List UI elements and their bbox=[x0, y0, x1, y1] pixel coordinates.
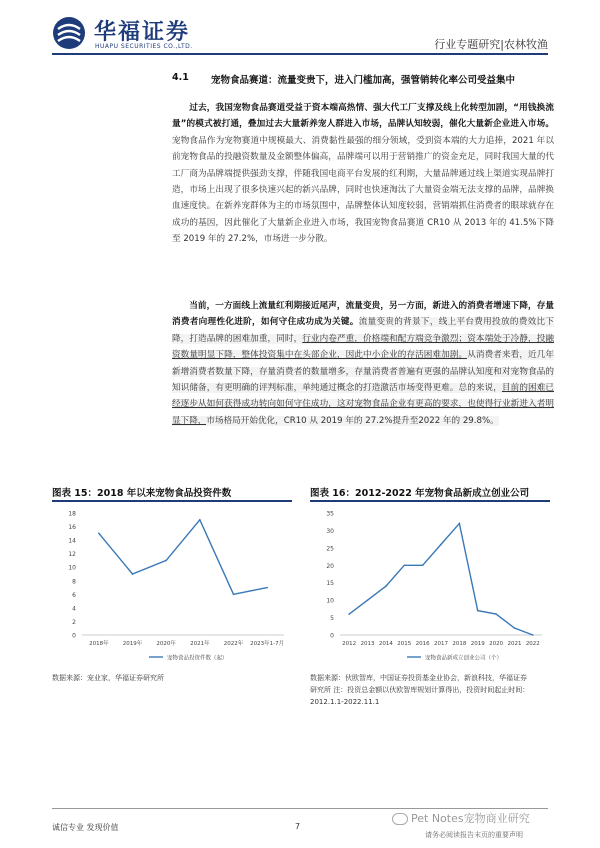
chart15-xtick-label: 2020年 bbox=[156, 641, 176, 647]
chart16-data-point bbox=[532, 634, 534, 636]
chart16-xtick-label: 2013 bbox=[360, 641, 375, 647]
section-title: 宠物食品赛道：流量变贵下，进入门槛加高，强管销转化率公司受益集中 bbox=[211, 75, 516, 86]
chart16-data-point bbox=[403, 564, 405, 566]
chart15-ytick-label: 6 bbox=[72, 591, 76, 599]
paragraph-2-u1: 行业内卷严重，价格端和配方端竞争激烈；资本端处于冷静，投融资数量明显下降，整体投资集中在头部企业，因此中小企业的存活困难加剧。 bbox=[172, 333, 554, 361]
chart16-data-point bbox=[495, 613, 497, 615]
footer-rule bbox=[52, 808, 548, 809]
section-number: 4.1 bbox=[172, 72, 189, 83]
chart16-source-line2: 研究所 注：投资总金额以伙欧智库规划计算得出，投资时间起止时间： bbox=[310, 686, 530, 694]
chart15-data-point bbox=[233, 594, 235, 596]
logo-cn: 华福证券 bbox=[94, 20, 191, 45]
watermark bbox=[392, 810, 530, 826]
chart15-source: 数据来源：宠业家，华福证券研究所 bbox=[52, 674, 164, 682]
chart15-title: 图表 15：2018 年以来宠物食品投资件数 bbox=[52, 488, 232, 499]
chart16-data-point bbox=[348, 613, 350, 615]
chart15-data-point bbox=[98, 533, 100, 535]
chart16-xtick-label: 2020 bbox=[489, 641, 504, 647]
chart16-data-point bbox=[514, 627, 516, 629]
chart16-ytick-label: 0 bbox=[330, 632, 334, 640]
paragraph-2 bbox=[172, 298, 554, 429]
chart16-source bbox=[310, 672, 555, 708]
chart15-rule bbox=[52, 500, 292, 502]
chart15-ytick-label: 2 bbox=[72, 618, 76, 626]
chart15-data-point bbox=[266, 587, 268, 589]
logo bbox=[52, 14, 232, 54]
paragraph-2-u2: 目前的困难已经逐步从如何获得成功转向如何守住成功，这对宠物食品企业有更高的要求，也使得行业新进入者明显下降， bbox=[172, 383, 554, 426]
paragraph-1-lead: 过去，我国宠物食品赛道受益于资本端高热情、强大代工厂支撑及线上化转型加剧，“用钱换流量”的模式被打通，叠加过去大量新养宠人群进入市场，品牌认知较弱，催化大量新企业进入市场。 bbox=[172, 103, 554, 130]
chart16-xtick-label: 2014 bbox=[378, 641, 393, 647]
paragraph-2-s4: 2022 年的 29.8%。 bbox=[418, 415, 499, 426]
chart15-data-point bbox=[165, 560, 167, 562]
watermark-text: Pet Notes宠物商业研究 bbox=[411, 812, 530, 825]
chart16-data-point bbox=[367, 599, 369, 601]
chart15-legend-label: 宠物食品投资件数（起） bbox=[167, 655, 228, 662]
chart15-series-line bbox=[99, 520, 267, 595]
chart15-data-point bbox=[132, 573, 134, 575]
chart16-rule bbox=[310, 500, 550, 502]
header-rule bbox=[52, 53, 548, 55]
paragraph-2-s1: 流量变贵的背景下，线上平台费用投放的费效比下降，打造品牌的困难加重，同时， bbox=[172, 317, 554, 344]
chart16-data-point bbox=[422, 564, 424, 566]
chart15-ytick-label: 12 bbox=[68, 551, 76, 559]
chart16-ytick-label: 30 bbox=[326, 527, 334, 535]
chart16-xtick-label: 2021 bbox=[507, 641, 522, 647]
chart16-xtick-label: 2016 bbox=[415, 641, 430, 647]
paragraph-1-body: 宠物食品作为宠物赛道中规模最大、消费黏性最强的细分领域，受到资本端的大力追捧，2021 年以前宠物食品的投融资数量及金额整体偏高，品牌端可以用于营销推广的资金充足，同时我国大量的代工厂商为品牌端提供强劲支撑，伴随我国电商平台发展的红利期，大量品牌通过线上渠道实现品牌打造，市场上出现了很多快速兴起的新兴品牌，同时也快速淘汰了大量资金端无法支撑的品牌，品牌换血速度快。在新养宠群体为主的市场氛围中，品牌整体认知度较弱，营销端抓住消费者的眼球就存在成功的基因，因此催化了大量新企业进入市场，我国宠物食品赛道 CR10 从 2013 年的 41.5%下降至 2019 年的 27.2%，市场进一步分散。 bbox=[172, 135, 554, 245]
chart16-xtick-label: 2018 bbox=[452, 641, 467, 647]
paragraph-2-s2: 从消费者来看，近几年新增消费者数量下降，存量消费者的数量增多，存量消费者普遍有更强的品牌认知度和对宠物食品的知识储备，有更明确的评判标准，单纯通过概念的打造激活市场变得更难。总的来说， bbox=[172, 350, 554, 394]
footer-slogan: 诚信专业 发现价值 bbox=[52, 823, 119, 832]
footer-disclaimer: 请务必阅读报告末页的重要声明 bbox=[425, 831, 523, 839]
chart15-ytick-label: 8 bbox=[72, 578, 76, 586]
chart16-ytick-label: 35 bbox=[326, 510, 334, 518]
chart16-ytick-label: 10 bbox=[326, 597, 334, 605]
chart15-ytick-label: 4 bbox=[72, 605, 76, 613]
chart16-data-point bbox=[477, 610, 479, 612]
chart16-xtick-label: 2017 bbox=[434, 641, 448, 647]
chart16-title: 图表 16：2012-2022 年宠物食品新成立创业公司 bbox=[310, 488, 530, 499]
page-number: 7 bbox=[295, 822, 301, 831]
chart15-xtick-label: 2022年 bbox=[223, 641, 244, 647]
chart15-data-point bbox=[199, 519, 201, 521]
chart16-data-point bbox=[440, 544, 442, 546]
wechat-icon bbox=[392, 813, 408, 825]
paragraph-2-lead: 当前，一方面线上流量红利期接近尾声，流量变贵，另一方面，新进入的消费者增速下降，存量消费者向理性化进阶，如何守住成功成为关键。 bbox=[172, 301, 554, 328]
chart16-data-point bbox=[385, 585, 387, 587]
chart16-source-line1: 数据来源：伙欧智库，中国证券投资基金业协会，新浪科技，华福证券 bbox=[310, 674, 527, 682]
chart16-ytick-label: 20 bbox=[326, 562, 334, 570]
header-category: 行业专题研究|农林牧渔 bbox=[434, 38, 548, 51]
paragraph-1 bbox=[172, 100, 554, 248]
chart15-ytick-label: 10 bbox=[68, 564, 76, 572]
chart16-ytick-label: 25 bbox=[326, 545, 334, 553]
chart15-ytick-label: 14 bbox=[68, 537, 76, 545]
chart16-xtick-label: 2022 bbox=[525, 641, 540, 647]
chart16-ytick-label: 15 bbox=[326, 580, 334, 588]
chart15-plot bbox=[52, 503, 292, 663]
chart15-xtick-label: 2019年 bbox=[122, 641, 143, 647]
chart16-ytick-label: 5 bbox=[330, 615, 334, 623]
logo-en: HUAPU SECURITIES CO.,LTD. bbox=[95, 43, 193, 50]
chart15-ytick-label: 18 bbox=[68, 510, 76, 518]
chart16-series-line bbox=[349, 523, 533, 635]
chart16-xtick-label: 2015 bbox=[397, 641, 412, 647]
chart15-ytick-label: 0 bbox=[72, 632, 76, 640]
chart15-xtick-label: 2023年1-7月 bbox=[250, 641, 285, 647]
chart16-source-line3: 2012.1.1-2022.11.1 bbox=[310, 698, 380, 706]
chart16-legend-label: 宠物食品新成立创业公司（个） bbox=[425, 655, 503, 662]
chart15-xtick-label: 2021年 bbox=[190, 641, 210, 647]
paragraph-2-s3: 市场格局开始优化，CR10 从 2019 年的 27.2%提升至 bbox=[206, 415, 419, 426]
chart16-plot bbox=[310, 503, 550, 663]
chart15-xtick-label: 2018年 bbox=[89, 641, 109, 647]
chart16-data-point bbox=[459, 523, 461, 525]
logo-emblem-icon bbox=[52, 16, 86, 50]
chart15-ytick-label: 16 bbox=[68, 524, 76, 532]
chart16-xtick-label: 2012 bbox=[342, 641, 357, 647]
chart16-xtick-label: 2019 bbox=[470, 641, 485, 647]
